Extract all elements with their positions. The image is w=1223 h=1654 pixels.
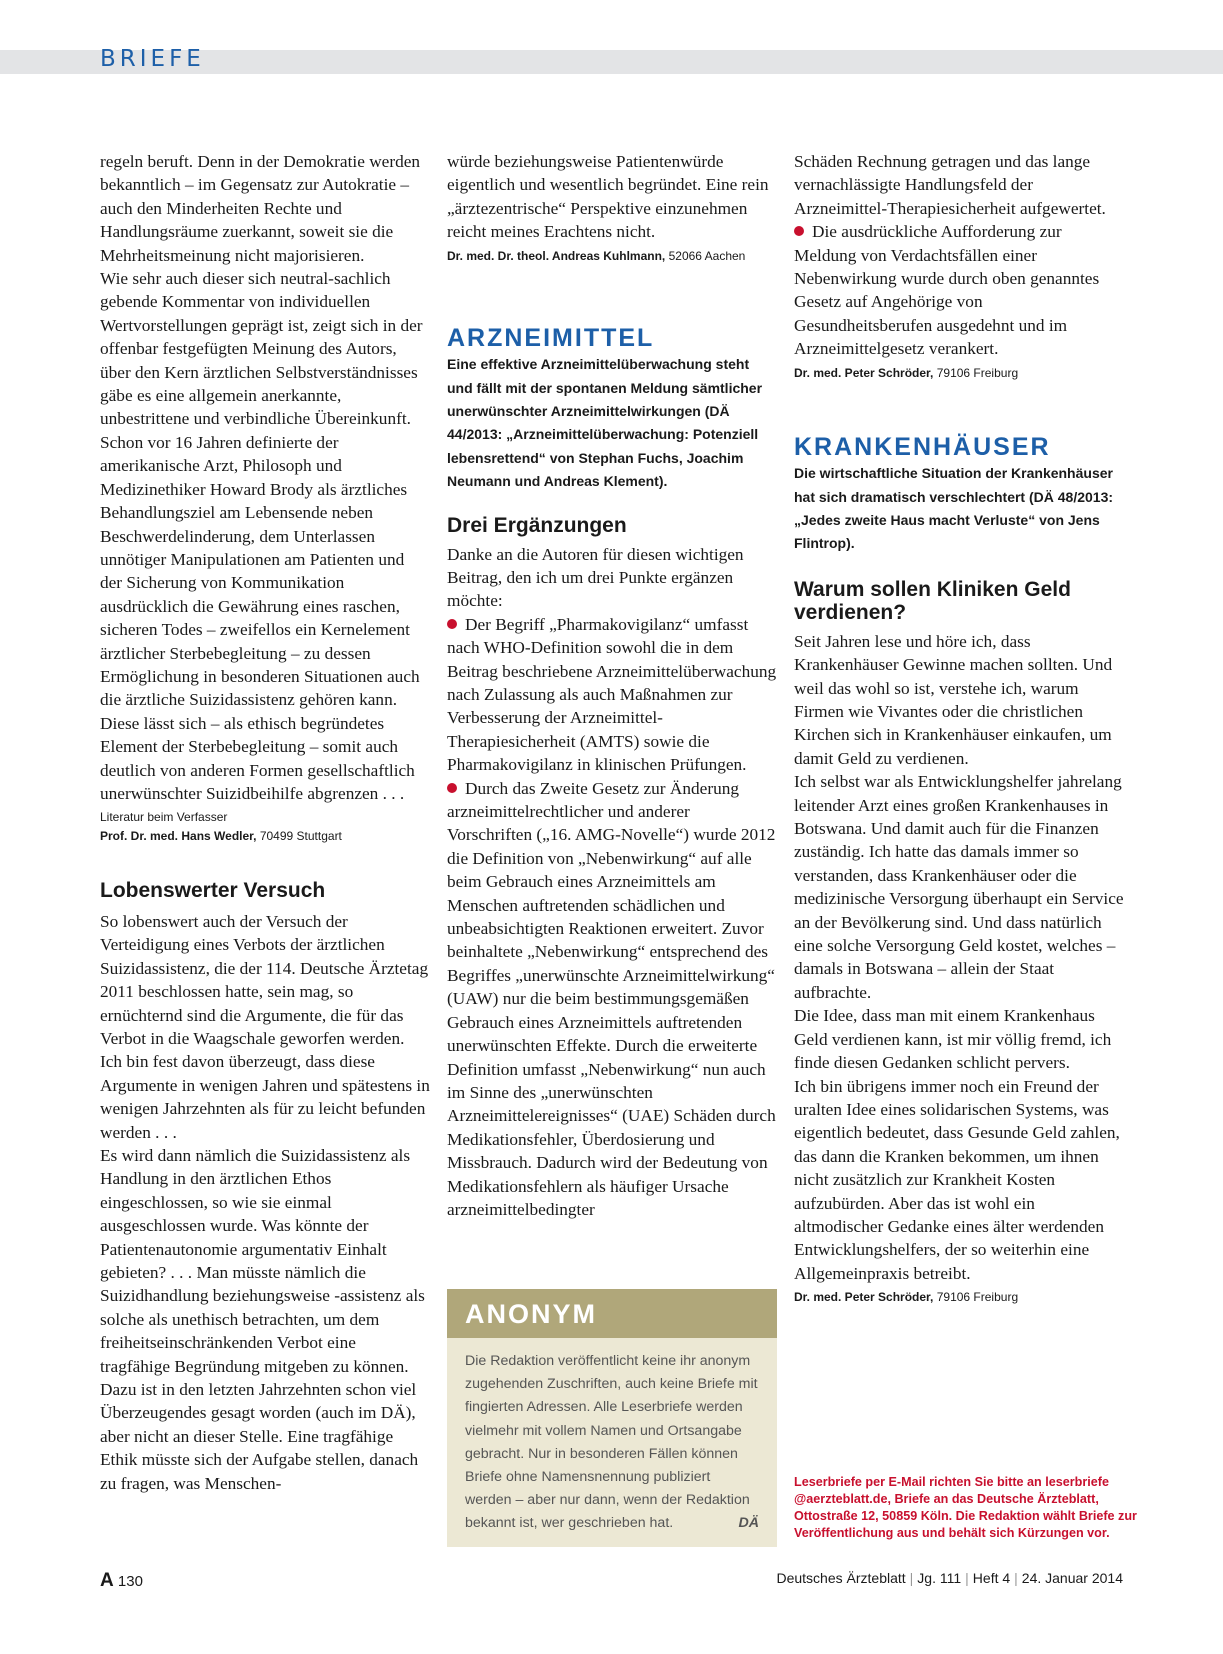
author-place: 52066 Aachen (665, 248, 746, 263)
journal-volume: Jg. 111 (917, 1570, 962, 1586)
body-text: Ich selbst war als Entwicklungshelfer jahrelang leitender Arzt eines großen Krankenhauses in Botswana. Und damit auch für die Finanzen zuständig. Ich hatte das damals immer so verstanden, dass Krankenhäuser oder die medizinische Versorgung überhaupt ein Service an der Bevölkerung sind. Und dass natürlich eine solche Versorgung Geld kostet, welches – damals in Botswana – allein der Staat aufbrachte. (794, 772, 1124, 1002)
bullet-text: Die ausdrückliche Aufforderung zur Meldung von Verdachtsfällen einer Nebenwirkung wurde durch oben genanntes Gesetz auf Angehörige von Gesundheitsberufen ausgedehnt und im Arzneimittelgesetz verankert. (794, 222, 1100, 359)
body-text: Schäden Rechnung getragen und das lange vernachlässigte Handlungsfeld der Arzneimittel-Therapiesicherheit aufgewertet. (794, 152, 1106, 218)
bullet-text: Durch das Zweite Gesetz zur Änderung arzneimittelrechtlicher und anderer Vorschriften („16. AMG-Novelle“) wurde 2012 die Definition von „Nebenwirkung“ auf alle beim Gebrauch eines Arzneimittels am Menschen auftretenden schädlichen und unbeabsichtigten Reaktionen erweitert. Zuvor beinhaltete „Nebenwirkung“ entsprechend des Begriffes „unerwünschte Arzneimittelwirkung“ (UAW) nur die beim bestimmungsgemäßen Gebrauch eines Arzneimittels auftretenden unerwünschten Effekte. Durch die erweiterte Definition umfasst „Nebenwirkung“ nun auch im Sinne des „unerwünschten Arzneimittelereignisses“ (UAE) Schäden durch Medikationsfehler, Überdosierung und Missbrauch. Dadurch wird der Bedeutung von Medikationsfehlern als häufiger Ursache arzneimittelbedingter (447, 778, 776, 1219)
bullet-item (447, 613, 777, 777)
topic-kicker: KRANKENHÄUSER (794, 433, 1051, 462)
author-name: Dr. med. Peter Schröder, (794, 365, 934, 380)
topic-kicker: ARZNEIMITTEL (447, 324, 655, 353)
bullet-icon (794, 226, 804, 236)
author-place: 79106 Freiburg (933, 365, 1019, 380)
letter-heading: Warum sollen Kliniken Geld verdienen? (794, 577, 1071, 624)
box-body (447, 1338, 777, 1536)
topic-lead: Eine effektive Arzneimittelüberwachung steht und fällt mit der spontanen Meldung sämtlicher unerwünschter Arzneimittelwirkungen (DÄ 44/2013: „Arzneimittelüberwachung: Potenziell lebensrettend“ von Stephan Fuchs, Joachim Neumann und Andreas Klement). (447, 356, 763, 490)
letter-signature (447, 248, 777, 265)
journal-issue: Heft 4 (972, 1570, 1011, 1586)
section-label: BRIEFE (100, 46, 205, 72)
topic-lead: Die wirtschaftliche Situation der Krankenhäuser hat sich dramatisch verschlechtert (DÄ 48/2013: „Jedes zweite Haus macht Verluste“ von Jens Flintrop). (794, 465, 1114, 552)
bullet-text: Der Begriff „Pharmakovigilanz“ umfasst nach WHO-Definition sowohl die in dem Beitrag beschriebene Arzneimittelüberwachung nach Zulassung als auch Maßnahmen zur Verbesserung der Arzneimittel-Therapiesicherheit (AMTS) sowie die Pharmakovigilanz in klinischen Prüfungen. (447, 614, 777, 775)
bullet-item (447, 777, 777, 1222)
journal-info: Deutsches Ärzteblatt | Jg. 111 | Heft 4 | 24. Januar 2014 (776, 1570, 1123, 1586)
journal-date: 24. Januar 2014 (1021, 1570, 1123, 1586)
author-name: Dr. med. Dr. theol. Andreas Kuhlmann, (447, 248, 666, 263)
box-signature: DÄ (738, 1515, 759, 1532)
column-1 (100, 150, 430, 1495)
body-text: Seit Jahren lese und höre ich, dass Krankenhäuser Gewinne machen sollten. Und weil das wohl so ist, verstehe ich, warum Firmen wie Vivantes oder die christlichen Kirchen sich in Krankenhäuser einkaufen, um damit Geld zu verdienen. (794, 631, 1113, 768)
page-prefix: A (100, 1570, 114, 1591)
letter-heading: Lobenswerter Versuch (100, 878, 326, 902)
contact-note: Leserbriefe per E-Mail richten Sie bitte an leserbriefe @aerzteblatt.de, Briefe an das Deutsche Ärzteblatt, Ottostraße 12, 50859 Köln. Die Redaktion wählt Briefe zur Veröffentlichung aus und behält sich Kürzungen vor. (794, 1475, 1137, 1540)
body-text: Danke an die Autoren für diesen wichtigen Beitrag, den ich um drei Punkte ergänzen möchte: (447, 544, 744, 611)
body-text: regeln beruft. Denn in der Demokratie werden bekanntlich – im Gegensatz zur Autokratie – auch den Minderheiten Rechte und Handlungsräume zuerkannt, soweit sie die Mehrheitsmeinung nicht majorisieren. (100, 152, 421, 265)
letter-heading: Drei Ergänzungen (447, 513, 627, 537)
column-3 (794, 150, 1124, 1306)
letter-signature (794, 1289, 1124, 1306)
bullet-icon (447, 619, 457, 629)
column-2 (447, 150, 777, 1221)
body-text: würde beziehungsweise Patientenwürde eigentlich und wesentlich begründet. Eine rein „ärztezentrische“ Perspektive einzunehmen reicht meines Erachtens nicht. (447, 152, 769, 242)
body-text: Die Idee, dass man mit einem Krankenhaus Geld verdienen kann, ist mir völlig fremd, ich finde diesen Gedanken schlicht pervers. (794, 1006, 1112, 1073)
page-num: 130 (117, 1573, 143, 1590)
author-place: 70499 Stuttgart (256, 829, 342, 844)
box-text: Die Redaktion veröffentlicht keine ihr anonym zugehenden Zuschriften, auch keine Briefe mit fingierten Adressen. Alle Leserbriefe werden vielmehr mit vollem Namen und Ortsangabe gebracht. Nur in besonderen Fällen können Briefe ohne Namensnennung publiziert werden – aber nur dann, wenn der Redaktion bekannt ist, wer geschrieben hat. (465, 1353, 758, 1532)
journal-name: Deutsches Ärzteblatt (776, 1570, 906, 1586)
author-place: 79106 Freiburg (933, 1290, 1019, 1305)
author-name: Prof. Dr. med. Hans Wedler, (100, 829, 257, 844)
body-text: So lobenswert auch der Versuch der Verteidigung eines Verbots der ärztlichen Suizidassistenz, die der 114. Deutsche Ärztetag 2011 beschlossen hatte, sein mag, so ernüchternd sind die Argumente, die für das Verbot in die Waagschale geworfen werden. Ich bin fest davon überzeugt, dass diese Argumente in wenigen Jahren und spätestens in wenigen Jahrzehnten als für zu leicht befunden werden . . . (100, 911, 430, 1142)
page-number (100, 1570, 143, 1592)
body-text: Es wird dann nämlich die Suizidassistenz als Handlung in den ärztlichen Ethos eingeschlossen, so wie sie einmal ausgeschlossen wurde. Was könnte der Patientenautonomie argumentativ Einhalt gebieten? . . . Man müsste nämlich die Suizidhandlung beziehungsweise -assistenz als solche als unethisch betrachten, um dem freiheitseinschränkenden Verbot eine tragfähige Begründung mitgeben zu können. Dazu ist in den letzten Jahrzehnten schon viel Überzeugendes gesagt worden (auch im DÄ), aber nicht an dieser Stelle. Eine tragfähige Ethik müsste sich der Aufgabe stellen, danach zu fragen, was Menschen- (100, 1145, 425, 1493)
bullet-item (794, 220, 1124, 360)
letter-signature (794, 365, 1124, 382)
reference-note: Literatur beim Verfasser (100, 810, 228, 825)
body-text: Ich bin übrigens immer noch ein Freund der uralten Idee eines solidarischen Systems, was eigentlich bedeutet, dass Gesunde Geld zahlen, das dann die Kranken bekommen, um ihnen nicht zusätzlich zur Krankheit Kosten aufzubürden. Aber das ist wohl ein altmodischer Gedanke eines älter werdenden Entwicklungshelfers, der so weiterhin eine Allgemeinpraxis betreibt. (794, 1076, 1120, 1283)
anonym-info-box (447, 1289, 777, 1547)
bullet-icon (447, 783, 457, 793)
box-title: ANONYM (447, 1289, 777, 1338)
author-name: Dr. med. Peter Schröder, (794, 1290, 934, 1305)
body-text: Wie sehr auch dieser sich neutral-sachlich gebende Kommentar von individuellen Wertvorstellungen geprägt ist, zeigt sich in der offenbar festgefügten Meinung des Autors, über den Kern ärztlichen Selbstverständnisses gäbe es eine allgemein anerkannte, unbestrittene und verbindliche Übereinkunft. Schon vor 16 Jahren definierte der amerikanische Arzt, Philosoph und Medizinethiker Howard Brody als ärztliches Behandlungsziel am Lebensende neben Beschwerdelinderung, dem Unterlassen unnötiger Manipulationen am Patienten und der Sicherung von Kommunikation ausdrücklich die Gewährung eines raschen, sicheren Todes – zweifellos ein Kernelement ärztlicher Sterbebegleitung – zu dessen Ermöglichung in besonderen Situationen auch die ärztliche Suizidassistenz gehören kann. Diese lässt sich – als ethisch begründetes Element der Sterbebegleitung – somit auch deutlich von anderen Formen gesellschaftlich unerwünschter Suizidbeihilfe abgrenzen . . . (100, 269, 423, 803)
letter-signature (100, 828, 430, 845)
